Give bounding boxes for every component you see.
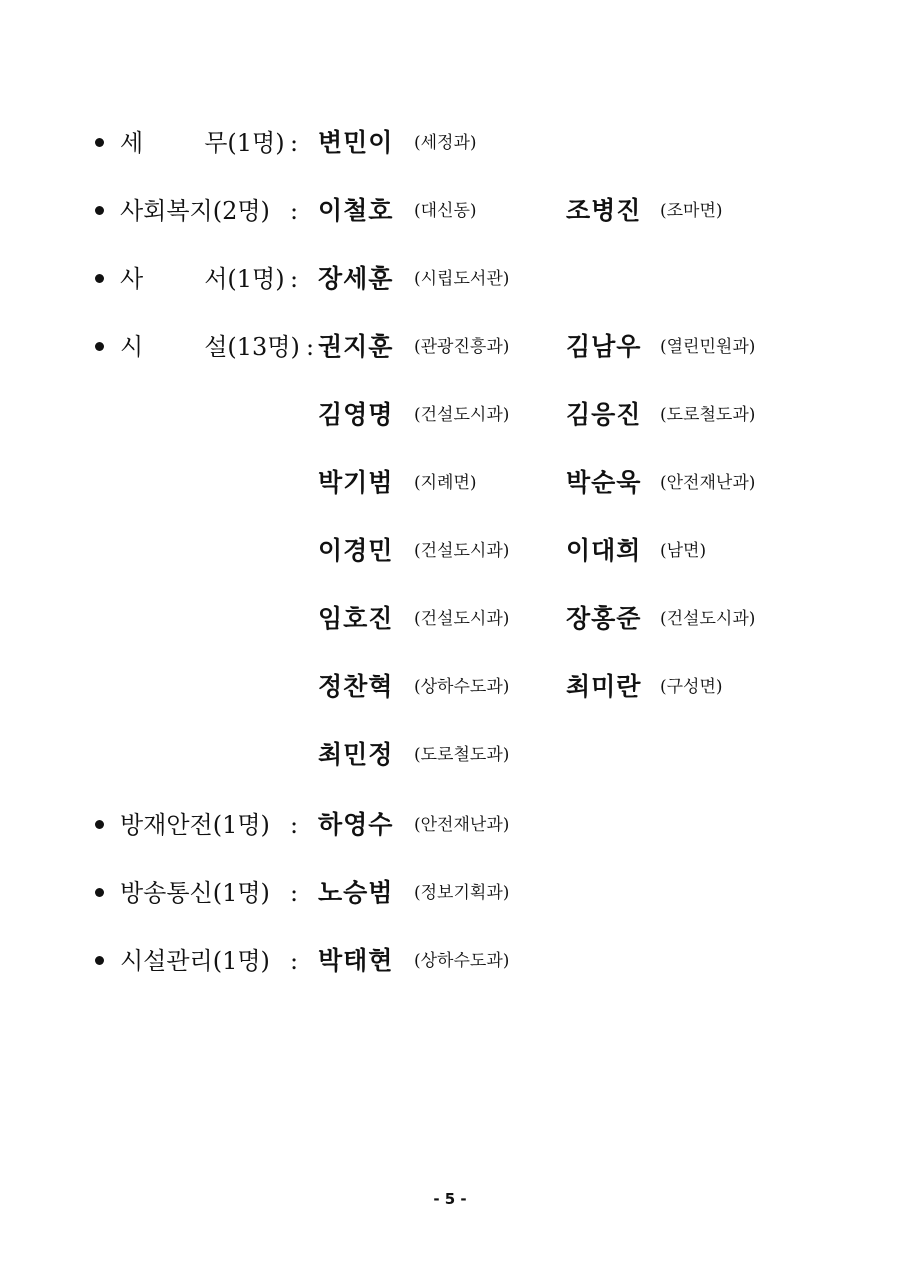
person-department: (도로철도과) bbox=[660, 405, 756, 425]
person-department: (열린민원과) bbox=[660, 337, 756, 357]
category-label: 세 무(1명) bbox=[120, 129, 285, 157]
entry-row bbox=[0, 602, 900, 642]
bullet-icon bbox=[95, 820, 104, 829]
colon: : bbox=[290, 197, 299, 225]
person-name: 변민이 bbox=[318, 128, 394, 157]
bullet-icon bbox=[95, 206, 104, 215]
category-label: 시 설(13명) bbox=[120, 333, 300, 361]
person-department: (건설도시과) bbox=[414, 541, 510, 561]
entry-row bbox=[0, 670, 900, 710]
person-name: 박태현 bbox=[318, 946, 394, 975]
entry-row bbox=[0, 738, 900, 778]
person-department: (건설도시과) bbox=[414, 609, 510, 629]
person-department: (상하수도과) bbox=[414, 677, 510, 697]
person-name: 김영명 bbox=[318, 400, 394, 429]
person-name: 장세훈 bbox=[318, 264, 394, 293]
page-number: - 5 - bbox=[433, 1190, 467, 1208]
person-department: (구성면) bbox=[660, 677, 723, 697]
category-label: 사회복지(2명) bbox=[120, 197, 270, 225]
bullet-icon bbox=[95, 342, 104, 351]
category-label: 시설관리(1명) bbox=[120, 947, 270, 975]
person-name: 김응진 bbox=[566, 400, 642, 429]
person-name: 이대희 bbox=[566, 536, 642, 565]
person-department: (건설도시과) bbox=[414, 405, 510, 425]
person-name: 최민정 bbox=[318, 740, 394, 769]
person-department: (도로철도과) bbox=[414, 745, 510, 765]
person-name: 노승범 bbox=[318, 878, 394, 907]
entry-row bbox=[0, 534, 900, 574]
person-department: (안전재난과) bbox=[414, 815, 510, 835]
bullet-icon bbox=[95, 956, 104, 965]
bullet-icon bbox=[95, 274, 104, 283]
person-department: (지례면) bbox=[414, 473, 477, 493]
person-name: 정찬혁 bbox=[318, 672, 394, 701]
category-label: 방재안전(1명) bbox=[120, 811, 270, 839]
entry-row bbox=[0, 126, 900, 166]
entry-row bbox=[0, 944, 900, 984]
entry-row bbox=[0, 330, 900, 370]
person-name: 임호진 bbox=[318, 604, 394, 633]
category-label: 사 서(1명) bbox=[120, 265, 285, 293]
colon: : bbox=[306, 333, 315, 361]
person-name: 이철호 bbox=[318, 196, 394, 225]
person-name: 장홍준 bbox=[566, 604, 642, 633]
person-name: 이경민 bbox=[318, 536, 394, 565]
person-department: (상하수도과) bbox=[414, 951, 510, 971]
colon: : bbox=[290, 129, 299, 157]
entry-row bbox=[0, 262, 900, 302]
person-department: (안전재난과) bbox=[660, 473, 756, 493]
person-name: 박기범 bbox=[318, 468, 394, 497]
entry-row bbox=[0, 194, 900, 234]
colon: : bbox=[290, 947, 299, 975]
person-department: (남면) bbox=[660, 541, 707, 561]
person-name: 김남우 bbox=[566, 332, 642, 361]
category-label: 방송통신(1명) bbox=[120, 879, 270, 907]
person-name: 하영수 bbox=[318, 810, 394, 839]
person-name: 박순욱 bbox=[566, 468, 642, 497]
bullet-icon bbox=[95, 138, 104, 147]
entry-row bbox=[0, 466, 900, 506]
person-department: (세정과) bbox=[414, 133, 477, 153]
entry-row bbox=[0, 398, 900, 438]
colon: : bbox=[290, 265, 299, 293]
person-department: (대신동) bbox=[414, 201, 477, 221]
entry-row bbox=[0, 808, 900, 848]
person-department: (정보기획과) bbox=[414, 883, 510, 903]
person-name: 조병진 bbox=[566, 196, 642, 225]
entry-row bbox=[0, 876, 900, 916]
person-department: (조마면) bbox=[660, 201, 723, 221]
person-department: (시립도서관) bbox=[414, 269, 510, 289]
person-name: 최미란 bbox=[566, 672, 642, 701]
person-name: 권지훈 bbox=[318, 332, 394, 361]
colon: : bbox=[290, 879, 299, 907]
person-department: (건설도시과) bbox=[660, 609, 756, 629]
person-department: (관광진흥과) bbox=[414, 337, 510, 357]
bullet-icon bbox=[95, 888, 104, 897]
colon: : bbox=[290, 811, 299, 839]
